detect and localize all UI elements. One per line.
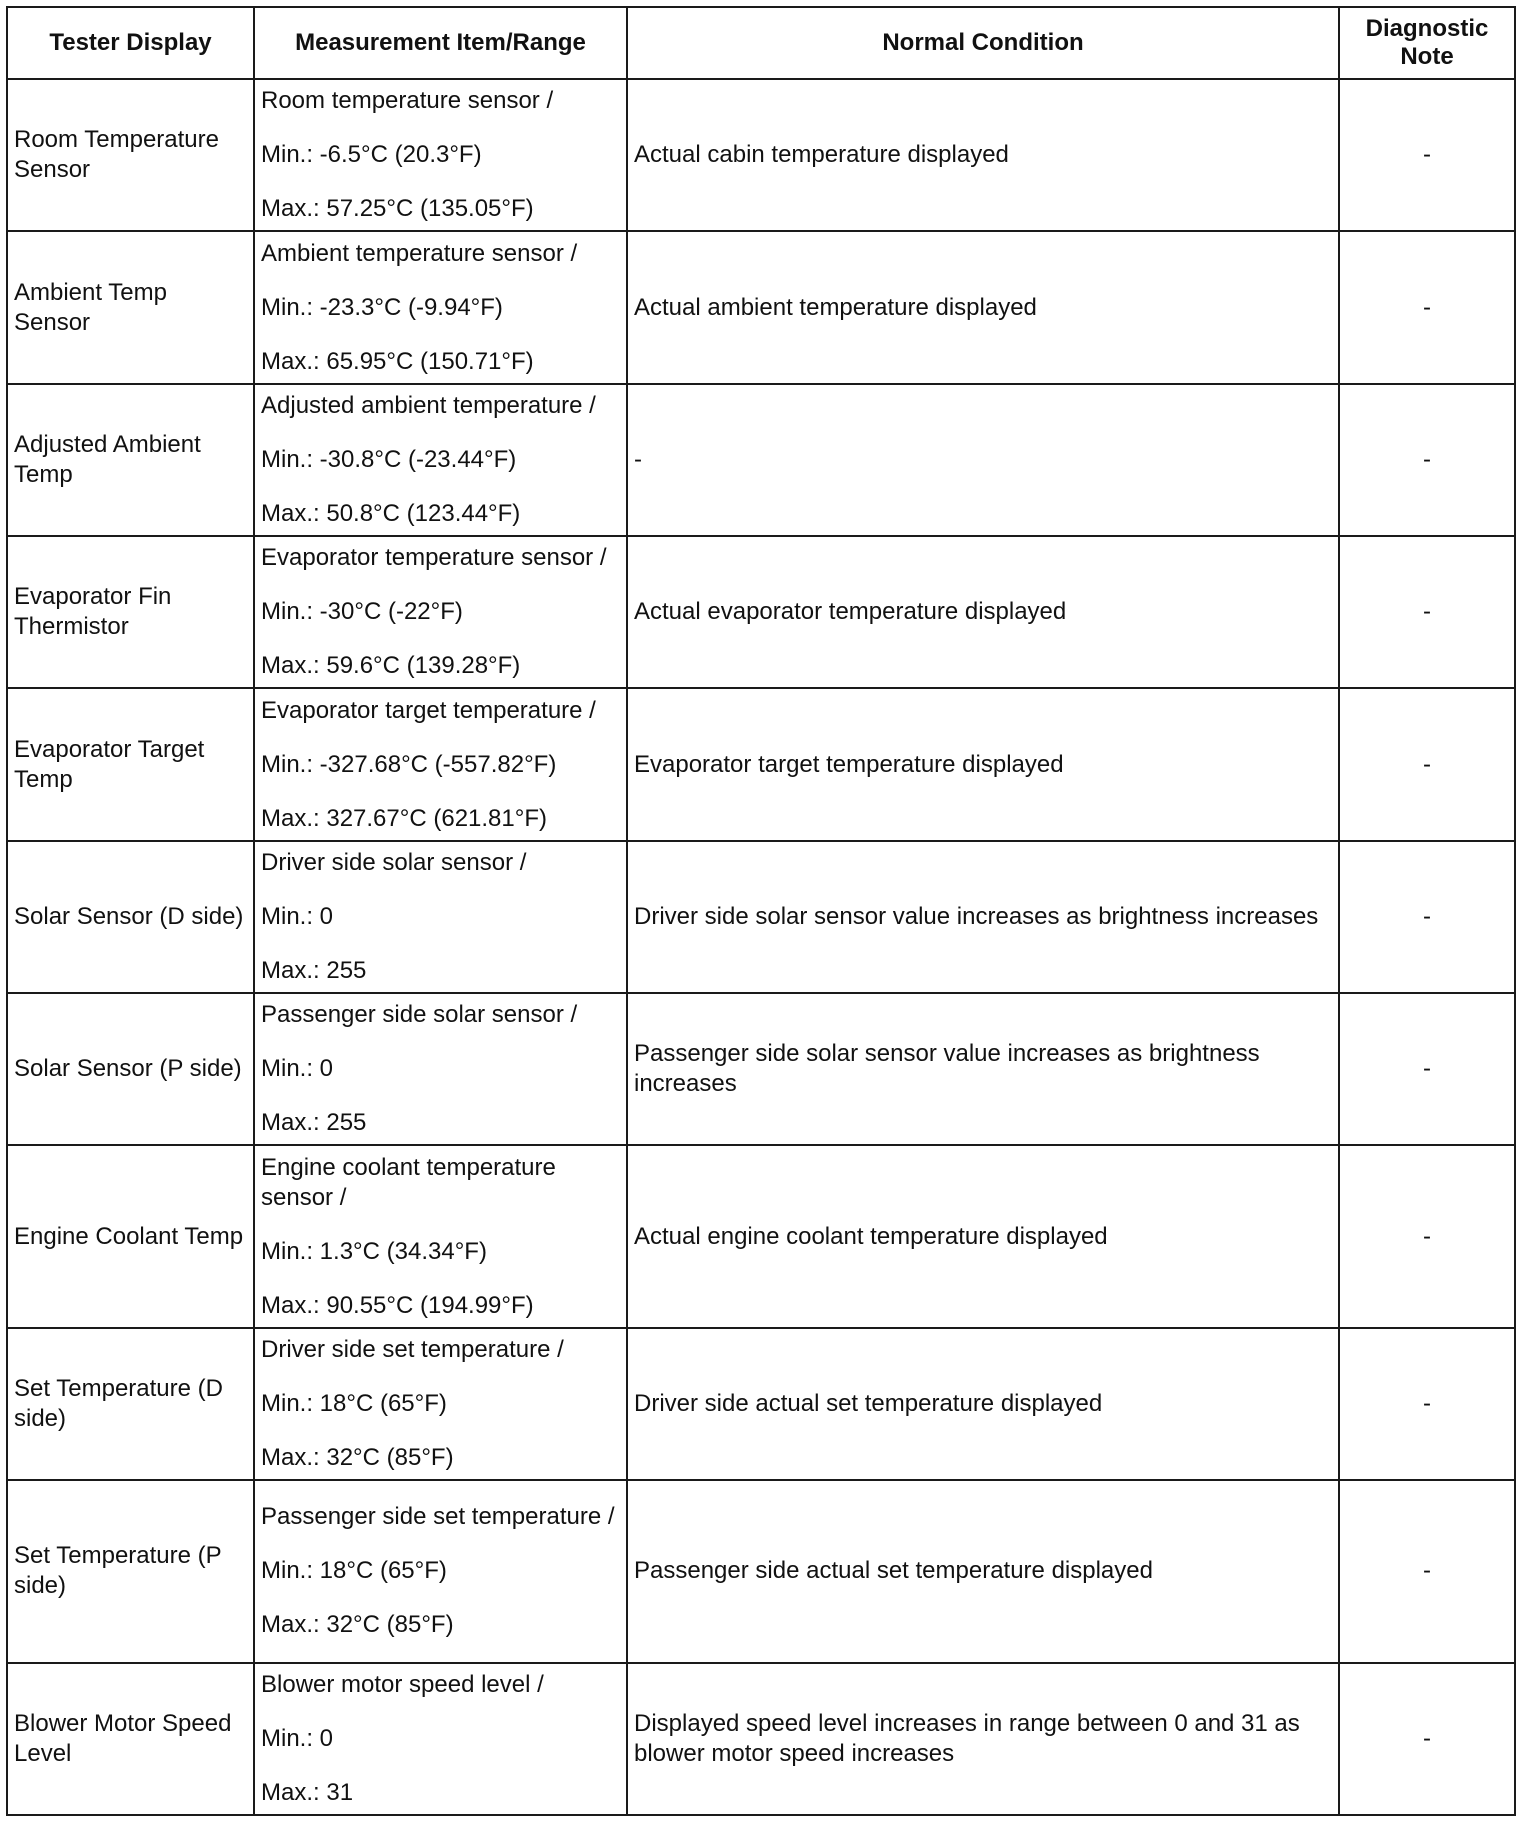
diagnostic-note-cell: - [1339, 841, 1515, 993]
measurement-min: Min.: -6.5°C (20.3°F) [261, 141, 482, 169]
measurement-min: Min.: -30.8°C (-23.44°F) [261, 445, 517, 473]
measurement-cell [254, 231, 627, 383]
measurement-item: Engine coolant temperature sensor / [261, 1153, 556, 1211]
measurement-cell [254, 1480, 627, 1662]
normal-condition-cell: Displayed speed level increases in range between 0 and 31 as blower motor speed increases [627, 1663, 1339, 1815]
measurement-min: Min.: -30°C (-22°F) [261, 598, 463, 626]
normal-condition-cell: Passenger side solar sensor value increases as brightness increases [627, 993, 1339, 1145]
diagnostic-note-cell: - [1339, 384, 1515, 536]
normal-condition-cell: Evaporator target temperature displayed [627, 688, 1339, 840]
measurement-max: Max.: 65.95°C (150.71°F) [261, 347, 534, 375]
measurement-max: Max.: 57.25°C (135.05°F) [261, 195, 534, 223]
normal-condition-cell: Driver side solar sensor value increases as brightness increases [627, 841, 1339, 993]
diagnostic-note-cell: - [1339, 1480, 1515, 1662]
measurement-max: Max.: 31 [261, 1778, 354, 1806]
header-tester-display: Tester Display [7, 7, 254, 79]
measurement-cell [254, 1328, 627, 1480]
normal-condition-cell: Actual engine coolant temperature displayed [627, 1145, 1339, 1327]
measurement-cell [254, 688, 627, 840]
measurement-item: Driver side solar sensor / [261, 848, 527, 876]
measurement-cell [254, 384, 627, 536]
tester-display-cell: Room Temperature Sensor [7, 79, 254, 231]
tester-display-cell: Solar Sensor (P side) [7, 993, 254, 1145]
normal-condition-cell: Actual cabin temperature displayed [627, 79, 1339, 231]
measurement-max: Max.: 255 [261, 956, 367, 984]
normal-condition-cell: Actual evaporator temperature displayed [627, 536, 1339, 688]
measurement-cell [254, 79, 627, 231]
diagnostic-note-cell: - [1339, 1145, 1515, 1327]
table-row [7, 1328, 1515, 1480]
diagnostic-note-cell: - [1339, 1663, 1515, 1815]
measurement-max: Max.: 32°C (85°F) [261, 1611, 454, 1639]
table-row [7, 231, 1515, 383]
measurement-min: Min.: 0 [261, 902, 334, 930]
table-row [7, 688, 1515, 840]
tester-display-cell: Evaporator Target Temp [7, 688, 254, 840]
measurement-max: Max.: 327.67°C (621.81°F) [261, 804, 547, 832]
measurement-item: Evaporator target temperature / [261, 696, 596, 724]
measurement-cell [254, 536, 627, 688]
data-list-table [6, 6, 1516, 1816]
measurement-item: Blower motor speed level / [261, 1670, 544, 1698]
measurement-min: Min.: 0 [261, 1055, 334, 1083]
table-row [7, 1145, 1515, 1327]
measurement-item: Ambient temperature sensor / [261, 239, 578, 267]
normal-condition-cell: Driver side actual set temperature displayed [627, 1328, 1339, 1480]
diagnostic-note-cell: - [1339, 1328, 1515, 1480]
measurement-min: Min.: 1.3°C (34.34°F) [261, 1237, 487, 1265]
normal-condition-cell: Actual ambient temperature displayed [627, 231, 1339, 383]
tester-display-cell: Ambient Temp Sensor [7, 231, 254, 383]
measurement-cell [254, 841, 627, 993]
measurement-cell [254, 1663, 627, 1815]
measurement-max: Max.: 59.6°C (139.28°F) [261, 652, 521, 680]
tester-display-cell: Blower Motor Speed Level [7, 1663, 254, 1815]
measurement-item: Room temperature sensor / [261, 87, 554, 115]
diagnostic-note-cell: - [1339, 688, 1515, 840]
tester-display-cell: Set Temperature (D side) [7, 1328, 254, 1480]
table-row [7, 384, 1515, 536]
measurement-cell [254, 1145, 627, 1327]
measurement-min: Min.: 18°C (65°F) [261, 1389, 447, 1417]
table-row [7, 1480, 1515, 1662]
diagnostic-note-cell: - [1339, 231, 1515, 383]
measurement-max: Max.: 255 [261, 1109, 367, 1137]
tester-display-cell: Solar Sensor (D side) [7, 841, 254, 993]
measurement-min: Min.: -327.68°C (-557.82°F) [261, 750, 557, 778]
measurement-max: Max.: 32°C (85°F) [261, 1443, 454, 1471]
normal-condition-cell: Passenger side actual set temperature displayed [627, 1480, 1339, 1662]
header-row [7, 7, 1515, 79]
tester-display-cell: Adjusted Ambient Temp [7, 384, 254, 536]
tester-display-cell: Evaporator Fin Thermistor [7, 536, 254, 688]
table-row [7, 993, 1515, 1145]
measurement-item: Adjusted ambient temperature / [261, 391, 596, 419]
measurement-max: Max.: 50.8°C (123.44°F) [261, 499, 521, 527]
measurement-cell [254, 993, 627, 1145]
diagnostic-note-cell: - [1339, 993, 1515, 1145]
normal-condition-cell: - [627, 384, 1339, 536]
measurement-item: Driver side set temperature / [261, 1335, 564, 1363]
table-row [7, 1663, 1515, 1815]
header-normal-condition: Normal Condition [627, 7, 1339, 79]
measurement-max: Max.: 90.55°C (194.99°F) [261, 1291, 534, 1319]
measurement-item: Passenger side set temperature / [261, 1503, 615, 1531]
tester-display-cell: Engine Coolant Temp [7, 1145, 254, 1327]
measurement-min: Min.: 18°C (65°F) [261, 1557, 447, 1585]
measurement-min: Min.: -23.3°C (-9.94°F) [261, 293, 503, 321]
diagnostic-note-cell: - [1339, 79, 1515, 231]
tester-display-cell: Set Temperature (P side) [7, 1480, 254, 1662]
measurement-item: Evaporator temperature sensor / [261, 544, 607, 572]
header-diagnostic-note: Diagnostic Note [1339, 7, 1515, 79]
measurement-item: Passenger side solar sensor / [261, 1001, 578, 1029]
header-measurement: Measurement Item/Range [254, 7, 627, 79]
table-row [7, 841, 1515, 993]
table-row [7, 536, 1515, 688]
measurement-min: Min.: 0 [261, 1724, 334, 1752]
table-row [7, 79, 1515, 231]
diagnostic-note-cell: - [1339, 536, 1515, 688]
